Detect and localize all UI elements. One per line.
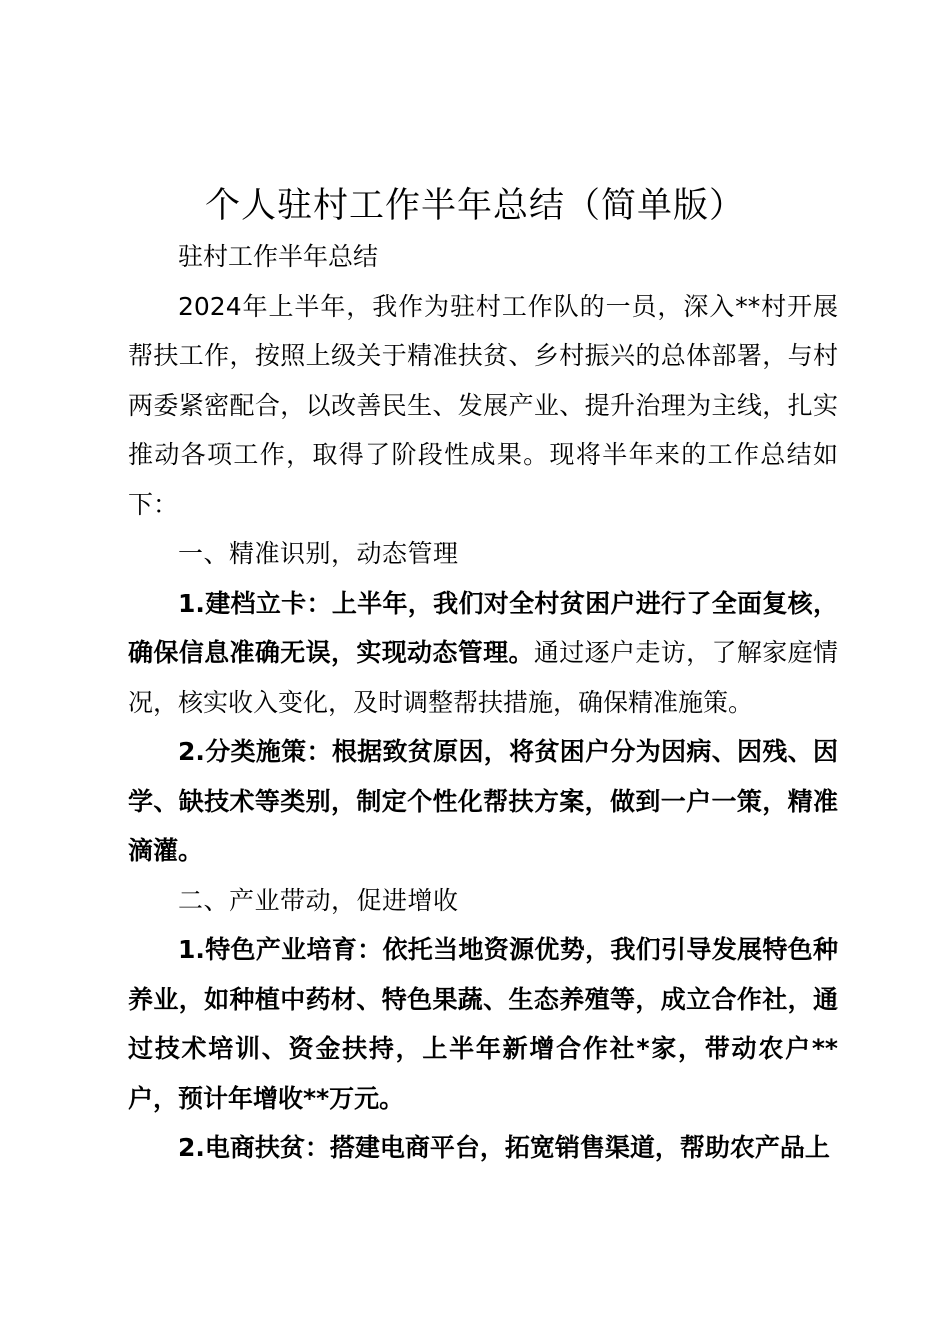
section-1-item-1 — [128, 579, 838, 728]
section-2-item-1: 1.特色产业培育：依托当地资源优势，我们引导发展特色种养业，如种植中药材、特色果蔬、生态养殖等，成立合作社，通过技术培训、资金扶持，上半年新增合作社*家，带动农户**户，预计年增收**万元。 — [128, 935, 838, 1113]
document-title: 个人驻村工作半年总结（简单版） — [204, 186, 745, 226]
section-1-item-1-bold: 1.建档立卡：上半年，我们对全村贫困户进行了全面复核，确保信息准确无误，实现动态管理。 — [128, 588, 838, 667]
section-2-heading: 二、产业带动，促进增收 — [178, 885, 459, 915]
section-1-heading: 一、精准识别，动态管理 — [178, 539, 459, 568]
subtitle: 驻村工作半年总结 — [178, 242, 379, 271]
document-body — [128, 232, 838, 1173]
section-2-item-2: 2.电商扶贫：搭建电商平台，拓宽销售渠道，帮助农产品上 — [178, 1133, 830, 1162]
intro-paragraph: 2024年上半年，我作为驻村工作队的一员，深入**村开展帮扶工作，按照上级关于精准扶贫、乡村振兴的总体部署，与村两委紧密配合，以改善民生、发展产业、提升治理为主线，扎实推动各项工作，取得了阶段性成果。现将半年来的工作总结如下： — [128, 291, 839, 519]
section-1-item-2: 2.分类施策：根据致贫原因，将贫困户分为因病、因残、因学、缺技术等类别，制定个性化帮扶方案，做到一户一策，精准滴灌。 — [128, 737, 838, 865]
section-1-item-1-rest: 通过逐户走访，了解家庭情况，核实收入变化，及时调整帮扶措施，确保精准施策。 — [128, 638, 838, 717]
